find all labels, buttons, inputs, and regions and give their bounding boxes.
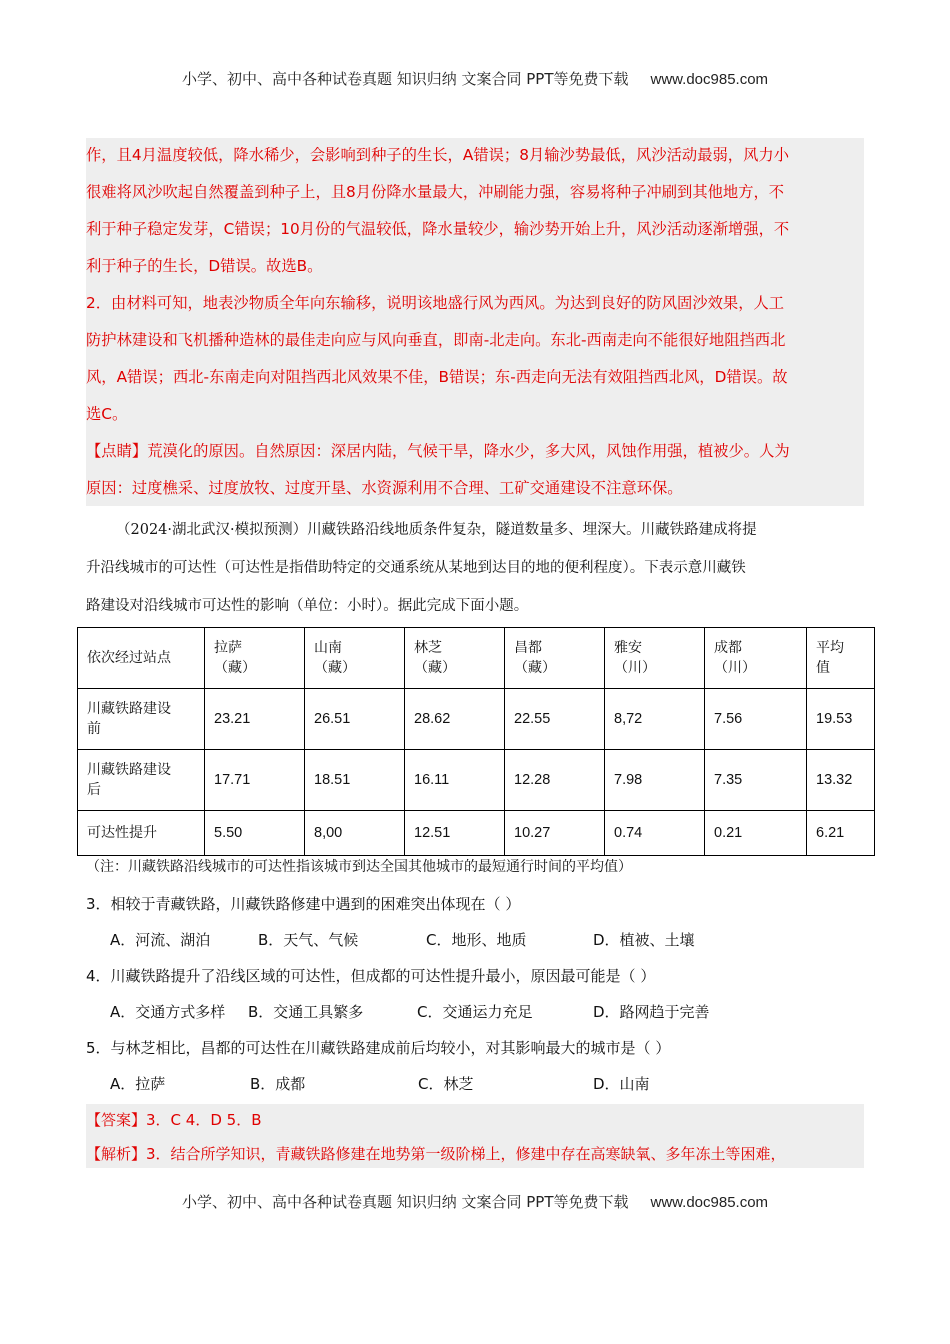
option[interactable]: A．交通方式多样 — [110, 1003, 226, 1021]
table-cell: 6.21 — [807, 811, 875, 856]
intro-line: 路建设对沿线城市可达性的影响（单位：小时）。据此完成下面小题。 — [86, 598, 529, 614]
question-3-options — [110, 929, 695, 950]
analysis-line: 2．由材料可知，地表沙物质全年向东输移，说明该地盛行风为西风。为达到良好的防风固沙效果，人工 — [86, 294, 785, 312]
option[interactable]: D．山南 — [593, 1075, 650, 1093]
intro-line: 升沿线城市的可达性（可达性是指借助特定的交通系统从某地到达目的地的便利程度）。下表示意川藏铁 — [86, 560, 746, 576]
question-intro — [86, 511, 864, 625]
footer-text: 小学、初中、高中各种试卷真题 知识归纳 文案合同 PPT等免费下载 — [181, 1193, 629, 1211]
question-4: 4．川藏铁路提升了沿线区域的可达性，但成都的可达性提升最小，原因最可能是（ ） — [86, 967, 656, 985]
table-cell: 8,72 — [605, 689, 705, 750]
table-header-cell: 昌都 （藏） — [505, 628, 605, 689]
table-cell: 28.62 — [405, 689, 505, 750]
table-cell: 7.98 — [605, 750, 705, 811]
option[interactable]: D．路网趋于完善 — [593, 1003, 710, 1021]
analysis-tip-line: 【点睛】荒漠化的原因。自然原因：深居内陆，气候干旱，降水少，多大风，风蚀作用强，植被少。人为 — [86, 442, 790, 460]
table-header-cell: 山南 （藏） — [305, 628, 405, 689]
analysis-line: 很难将风沙吹起自然覆盖到种子上，且8月份降水量最大，冲刷能力强，容易将种子冲刷到其他地方，不 — [86, 183, 785, 201]
table-cell: 7.56 — [705, 689, 807, 750]
option[interactable]: B．交通工具繁多 — [248, 1003, 364, 1021]
analysis-tip-line: 原因：过度樵采、过度放牧、过度开垦、水资源利用不合理、工矿交通建设不注意环保。 — [86, 479, 683, 497]
row-label-cell: 川藏铁路建设 前 — [78, 689, 205, 750]
option[interactable]: A．河流、湖泊 — [110, 931, 211, 949]
analysis-line: 利于种子稳定发芽，C错误；10月份的气温较低，降水量较少，输沙势开始上升，风沙活动逐渐增强，不 — [86, 220, 790, 238]
table-row — [78, 750, 875, 811]
table-cell: 19.53 — [807, 689, 875, 750]
table-cell: 0.74 — [605, 811, 705, 856]
table-cell: 0.21 — [705, 811, 807, 856]
table-cell: 12.28 — [505, 750, 605, 811]
option[interactable]: C．交通运力充足 — [417, 1003, 533, 1021]
row-label-cell: 可达性提升 — [78, 811, 205, 856]
table-cell: 8,00 — [305, 811, 405, 856]
table-row — [78, 689, 875, 750]
table-cell: 10.27 — [505, 811, 605, 856]
page-header — [0, 68, 950, 89]
table-cell: 23.21 — [205, 689, 305, 750]
header-text: 小学、初中、高中各种试卷真题 知识归纳 文案合同 PPT等免费下载 — [181, 70, 629, 88]
option[interactable]: A．拉萨 — [110, 1075, 166, 1093]
table-cell: 17.71 — [205, 750, 305, 811]
table-cell: 13.32 — [807, 750, 875, 811]
question-5: 5．与林芝相比，昌都的可达性在川藏铁路建成前后均较小，对其影响最大的城市是（ ） — [86, 1039, 671, 1057]
table-cell: 18.51 — [305, 750, 405, 811]
option[interactable]: C．林芝 — [418, 1075, 474, 1093]
table-cell: 16.11 — [405, 750, 505, 811]
question-3: 3．相较于青藏铁路，川藏铁路修建中遇到的困难突出体现在（ ） — [86, 895, 521, 913]
question-4-options — [110, 1001, 710, 1022]
table-header-cell: 林芝 （藏） — [405, 628, 505, 689]
table-header-cell: 成都 （川） — [705, 628, 807, 689]
analysis-top — [86, 137, 864, 507]
question-5-options — [110, 1073, 650, 1094]
header-url[interactable]: www.doc985.com — [650, 71, 769, 88]
table-cell: 7.35 — [705, 750, 807, 811]
intro-line: （2024·湖北武汉·模拟预测）川藏铁路沿线地质条件复杂，隧道数量多、埋深大。川藏铁路建成将提 — [116, 522, 757, 538]
accessibility-table — [77, 627, 875, 856]
analysis-line: 防护林建设和飞机播种造林的最佳走向应与风向垂直，即南-北走向。东北-西南走向不能很好地阻挡西北 — [86, 331, 786, 349]
table-cell: 5.50 — [205, 811, 305, 856]
table-header-cell: 雅安 （川） — [605, 628, 705, 689]
option[interactable]: B．成都 — [250, 1075, 306, 1093]
row-label-cell: 川藏铁路建设 后 — [78, 750, 205, 811]
analysis-bottom: 【解析】3．结合所学知识，青藏铁路修建在地势第一级阶梯上，修建中存在高寒缺氧、多年冻土等困难， — [86, 1145, 786, 1163]
table-header-cell: 拉萨 （藏） — [205, 628, 305, 689]
table-cell: 26.51 — [305, 689, 405, 750]
table-header-row — [78, 628, 875, 689]
answer-line: 【答案】3．C 4．D 5．B — [86, 1111, 262, 1129]
analysis-line: 利于种子的生长，D错误。故选B。 — [86, 257, 323, 275]
analysis-line: 选C。 — [86, 405, 128, 423]
option[interactable]: D．植被、土壤 — [593, 931, 695, 949]
table-cell: 22.55 — [505, 689, 605, 750]
table-header-cell: 平均 值 — [807, 628, 875, 689]
table-note: （注：川藏铁路沿线城市的可达性指该城市到达全国其他城市的最短通行时间的平均值） — [86, 859, 632, 875]
table-row — [78, 811, 875, 856]
analysis-line: 风，A错误；西北-东南走向对阻挡西北风效果不佳，B错误；东-西走向无法有效阻挡西北风，D错误。故 — [86, 368, 788, 386]
footer-url[interactable]: www.doc985.com — [650, 1194, 769, 1211]
table-cell: 12.51 — [405, 811, 505, 856]
page-footer — [0, 1191, 950, 1212]
table-header-cell: 依次经过站点 — [78, 628, 205, 689]
analysis-line: 作，且4月温度较低，降水稀少，会影响到种子的生长，A错误；8月输沙势最低，风沙活动最弱，风力小 — [86, 146, 789, 164]
option[interactable]: C．地形、地质 — [426, 931, 527, 949]
option[interactable]: B．天气、气候 — [258, 931, 359, 949]
